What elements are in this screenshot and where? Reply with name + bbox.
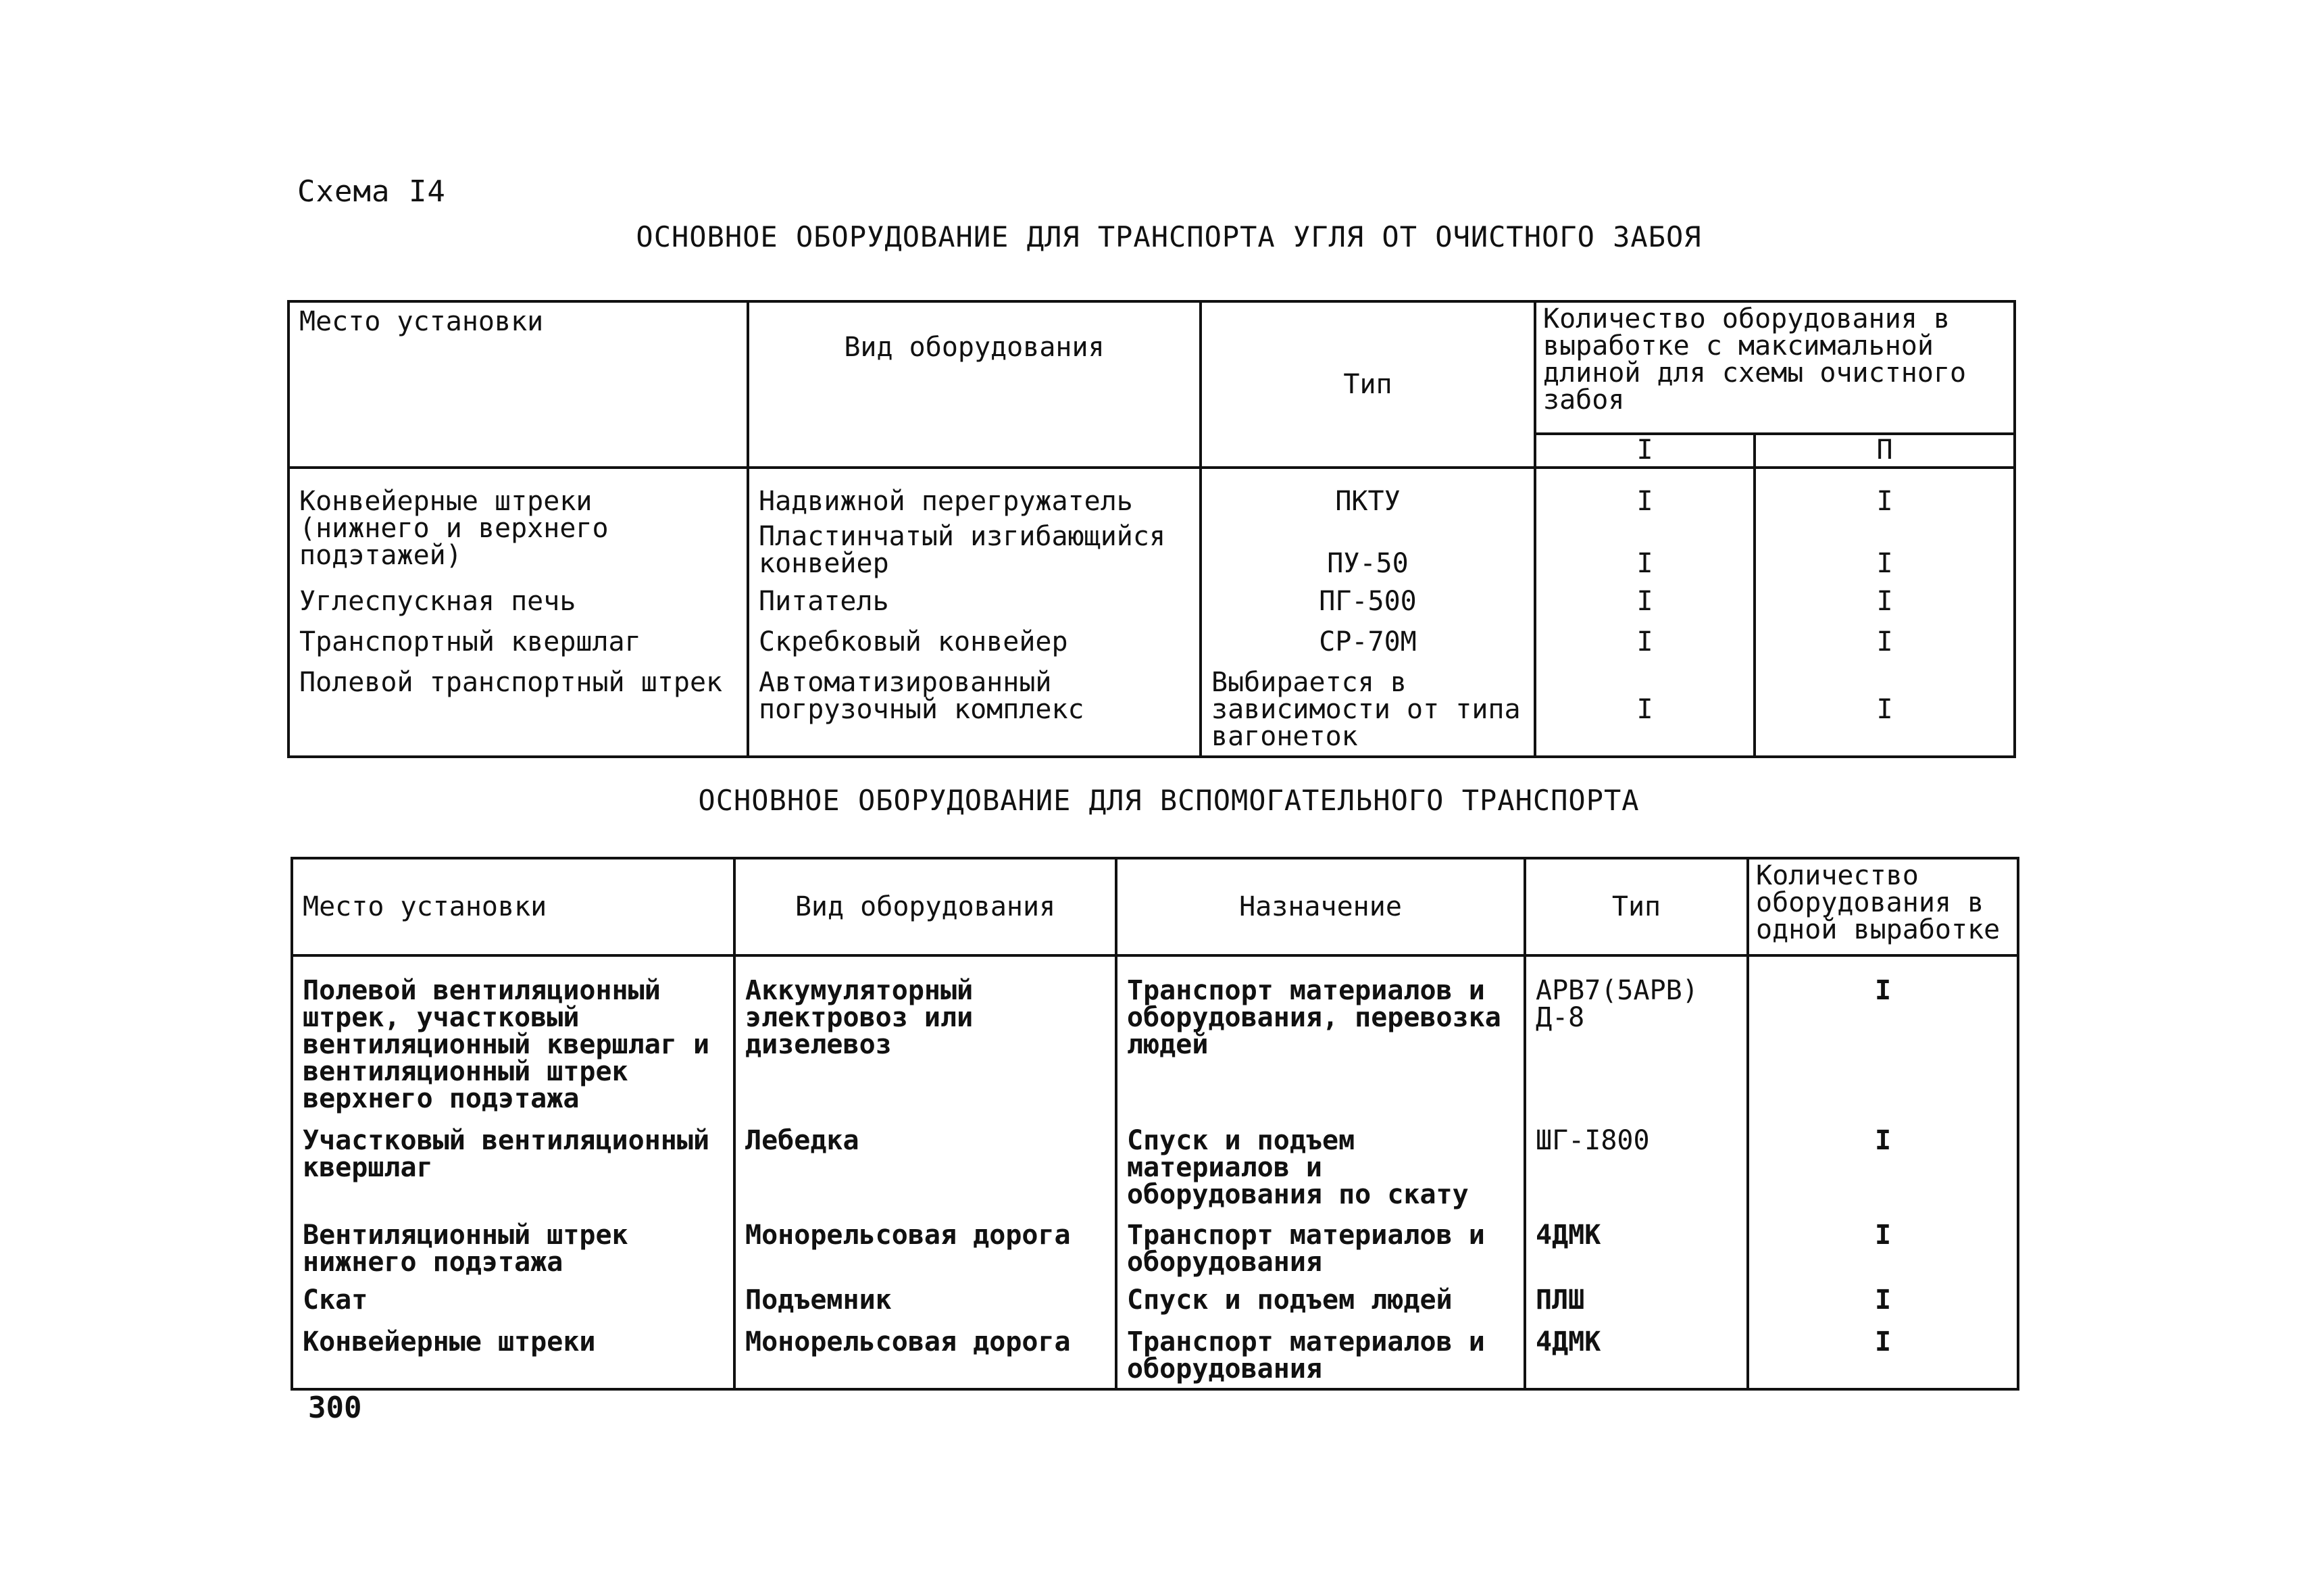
table-row-cell-q1: I: [1535, 664, 1755, 757]
table-row-cell-kind: Пластинчатый изгибающийся конвейер: [748, 523, 1201, 582]
table-row-cell-place: Конвейерные штреки: [292, 1323, 734, 1389]
table-row-cell-q2: I: [1755, 468, 2015, 523]
table-row-cell-type: Выбирается в зависимости от типа вагонеток: [1201, 664, 1535, 757]
table-row-cell-kind: Скребковый конвейер: [748, 623, 1201, 664]
table-row-cell-q1: I: [1535, 582, 1755, 623]
table-row-cell-type: СР-70М: [1201, 623, 1535, 664]
table-row-cell-q2: I: [1755, 582, 2015, 623]
table-row-cell-type: АРВ7(5АРВ) Д-8: [1525, 955, 1748, 1122]
table-row-cell-type: ШГ-I800: [1525, 1122, 1748, 1216]
table-row-cell-kind: Лебедка: [734, 1122, 1116, 1216]
table-row-cell-place: Транспортный квершлаг: [288, 623, 748, 664]
table-row-cell-q1: I: [1535, 523, 1755, 582]
table-row-cell-kind: Подъемник: [734, 1281, 1116, 1323]
table-row-cell-place: Конвейерные штреки (нижнего и верхнего подэтажей): [288, 468, 748, 582]
t1-header-quantity: Количество оборудования в выработке с максимальной длиной для схемы очистного забоя: [1535, 301, 2015, 434]
table1-title: ОСНОВНОЕ ОБОРУДОВАНИЕ ДЛЯ ТРАНСПОРТА УГЛЯ ОТ ОЧИСТНОГО ЗАБОЯ: [636, 220, 1702, 253]
table-row-cell-q1: I: [1535, 623, 1755, 664]
table-row-cell-qty: I: [1748, 1122, 2018, 1216]
auxiliary-transport-equipment-table: [291, 857, 2019, 1391]
table-row-cell-kind: Аккумуляторный электровоз или дизелевоз: [734, 955, 1116, 1122]
table-row-cell-place: Углеспускная печь: [288, 582, 748, 623]
t1-header-col-ii: П: [1755, 434, 2015, 468]
table-row-cell-type: ПКТУ: [1201, 468, 1535, 523]
t2-header-purpose: Назначение: [1116, 858, 1525, 955]
table-row-cell-type: ПГ-500: [1201, 582, 1535, 623]
table-row-cell-kind: Питатель: [748, 582, 1201, 623]
t2-header-place: Место установки: [292, 858, 734, 955]
table-row-cell-purpose: Транспорт материалов и оборудования, перевозка людей: [1116, 955, 1525, 1122]
table-row-cell-q2: I: [1755, 523, 2015, 582]
table-row-cell-qty: I: [1748, 1216, 2018, 1281]
table-row-cell-kind: Надвижной перегружатель: [748, 468, 1201, 523]
schema-label: Схема I4: [297, 174, 446, 209]
table-row-cell-kind: Автоматизированный погрузочный комплекс: [748, 664, 1201, 757]
page-number: 300: [308, 1391, 362, 1425]
table-row-cell-purpose: Транспорт материалов и оборудования: [1116, 1216, 1525, 1281]
table-row-cell-purpose: Спуск и подъем людей: [1116, 1281, 1525, 1323]
table-row-cell-q2: I: [1755, 664, 2015, 757]
table-row-cell-kind: Монорельсовая дорога: [734, 1323, 1116, 1389]
t2-header-type: Тип: [1525, 858, 1748, 955]
table-row-cell-type: ПУ-50: [1201, 523, 1535, 582]
table-row-cell-place: Полевой транспортный штрек: [288, 664, 748, 757]
t1-header-place: Место установки: [288, 301, 748, 468]
table-row-cell-purpose: Спуск и подъем материалов и оборудования по скату: [1116, 1122, 1525, 1216]
table-row-cell-place: Вентиляционный штрек нижнего подэтажа: [292, 1216, 734, 1281]
table-row-cell-kind: Монорельсовая дорога: [734, 1216, 1116, 1281]
table-row-cell-purpose: Транспорт материалов и оборудования: [1116, 1323, 1525, 1389]
table-row-cell-place: Полевой вентиляционный штрек, участковый вентиляционный квершлаг и вентиляционный штрек верхнего подэтажа: [292, 955, 734, 1122]
table-row-cell-place: Скат: [292, 1281, 734, 1323]
table-row-cell-q1: I: [1535, 468, 1755, 523]
table-row-cell-qty: I: [1748, 1281, 2018, 1323]
table-row-cell-type: ПЛШ: [1525, 1281, 1748, 1323]
t2-header-quantity: Количество оборудования в одной выработке: [1748, 858, 2018, 955]
t1-header-type: Тип: [1201, 301, 1535, 468]
coal-transport-equipment-table: [287, 300, 2016, 758]
t1-header-kind: Вид оборудования: [748, 301, 1201, 468]
table-row-cell-qty: I: [1748, 1323, 2018, 1389]
table-row-cell-q2: I: [1755, 623, 2015, 664]
table-row-cell-type: 4ДМК: [1525, 1216, 1748, 1281]
table-row-cell-place: Участковый вентиляционный квершлаг: [292, 1122, 734, 1216]
t2-header-kind: Вид оборудования: [734, 858, 1116, 955]
table-row-cell-qty: I: [1748, 955, 2018, 1122]
table-row-cell-type: 4ДМК: [1525, 1323, 1748, 1389]
table2-title: ОСНОВНОЕ ОБОРУДОВАНИЕ ДЛЯ ВСПОМОГАТЕЛЬНОГО ТРАНСПОРТА: [698, 784, 1640, 817]
t1-header-col-i: I: [1535, 434, 1755, 468]
